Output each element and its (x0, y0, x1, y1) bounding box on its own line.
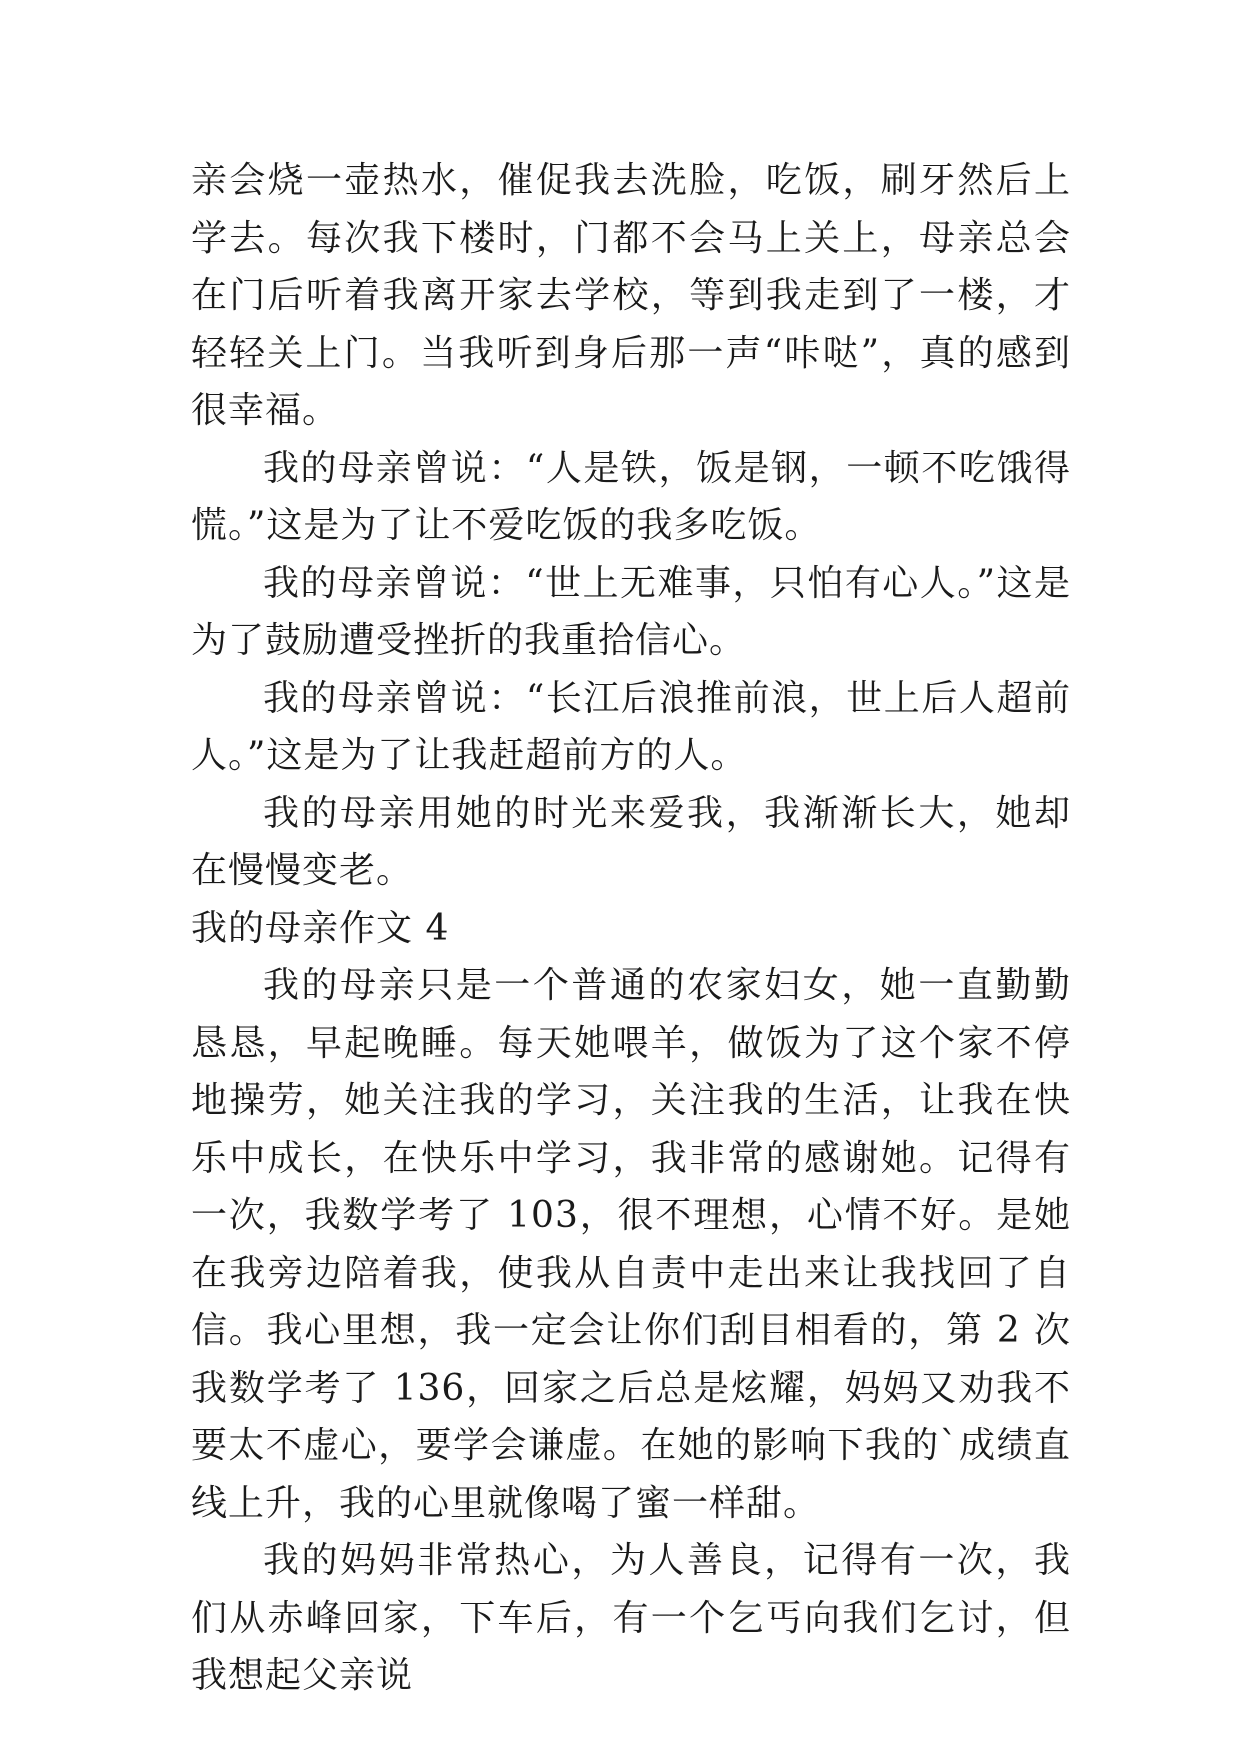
paragraph-quote-yangtze: 我的母亲曾说：“长江后浪推前浪，世上后人超前人。”这是为了让我赶超前方的人。 (191, 677, 1071, 776)
document-body (191, 152, 1071, 1705)
section-title: 我的母亲作文 4 (191, 907, 450, 949)
paragraph-quote-perseverance: 我的母亲曾说：“世上无难事，只怕有心人。”这是为了鼓励遭受挫折的我重拾信心。 (191, 562, 1071, 661)
paragraph-kind-mother: 我的妈妈非常热心，为人善良，记得有一次，我们从赤峰回家，下车后，有一个乞丐向我们乞讨，但我想起父亲说 (191, 1540, 1071, 1696)
paragraph-quote-iron-rice: 我的母亲曾说：“人是铁，饭是钢，一顿不吃饿得慌。”这是为了让不爱吃饭的我多吃饭。 (191, 447, 1071, 546)
paragraph-ordinary-mother: 我的母亲只是一个普通的农家妇女，她一直勤勤恳恳，早起晚睡。每天她喂羊，做饭为了这个家不停地操劳，她关注我的学习，关注我的生活，让我在快乐中成长，在快乐中学习，我非常的感谢她。记得有一次，我数学考了 103，很不理想，心情不好。是她在我旁边陪着我，使我从自责中走出来让我找回了自信。我心里想，我一定会让你们刮目相看的，第 2 次我数学考了 136，回家之后总是炫耀，妈妈又劝我不要太不虚心，要学会谦虚。在她的影响下我的`成绩直线上升，我的心里就像喝了蜜一样甜。 (191, 965, 1071, 1524)
paragraph-continued: 亲会烧一壶热水，催促我去洗脸，吃饭，刷牙然后上学去。每次我下楼时，门都不会马上关上，母亲总会在门后听着我离开家去学校，等到我走到了一楼，才轻轻关上门。当我听到身后那一声“咔哒”，真的感到很幸福。 (191, 160, 1071, 431)
paragraph-mother-aging: 我的母亲用她的时光来爱我，我渐渐长大，她却在慢慢变老。 (191, 792, 1071, 891)
